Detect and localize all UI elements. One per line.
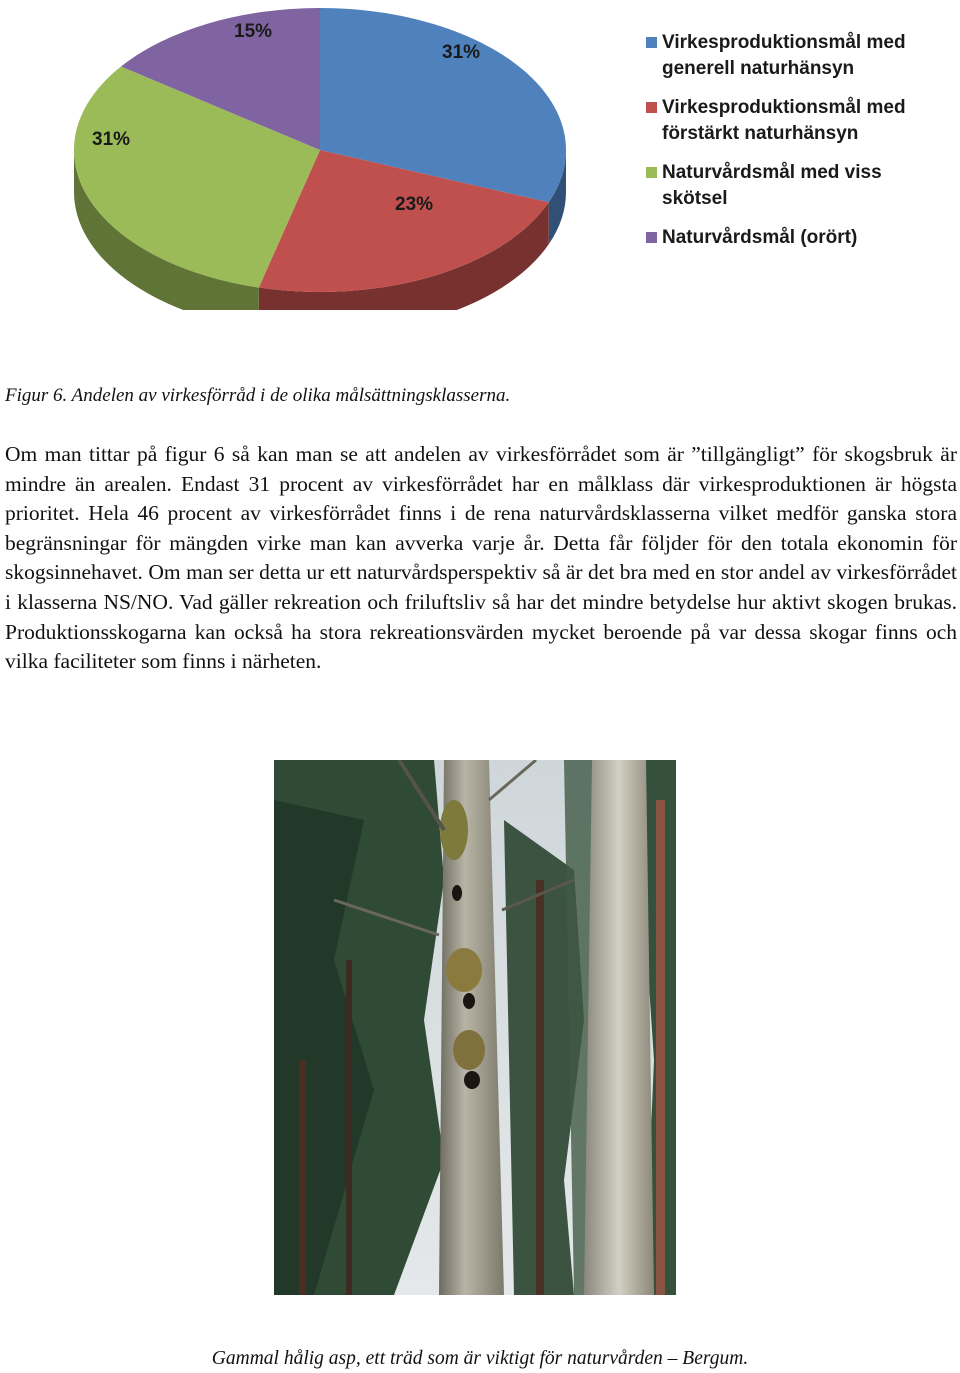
legend-label: Naturvårdsmål (orört) [662,227,858,248]
legend-label: Virkesproduktionsmål med förstärkt naturhänsyn [662,97,906,144]
body-paragraph: Om man tittar på figur 6 så kan man se att andelen av virkesförrådet som är ”tillgängligt” för skogsbruk är mindre än arealen. Endast 31 procent av virkesförrådet har en målklass där virkesproduktionen är högsta prioritet. Hela 46 procent av virkesförrådet finns i de rena naturvårdsklasserna vilket medför ganska stora begränsningar för mängden virke man kan avverka varje år. Detta får följder för den totala ekonomin för skogsinnehavet. Om man ser detta ur ett naturvårdsperspektiv så är det bra med en stor andel av virkesförrådet i klasserna NS/NO. Vad gäller rekreation och friluftsliv så har det mindre betydelse hur aktivt skogen brukas. Produktionsskogarna kan också ha stora rekreationsvärden mycket beroende på var dessa skogar finns och vilka faciliteter som finns i närheten. [5,442,957,674]
legend-swatch [646,37,657,48]
legend-swatch [646,167,657,178]
pie-label-generell: 31% [442,42,481,63]
figure-caption: Figur 6. Andelen av virkesförråd i de olika målsättningsklasserna. [5,385,511,406]
pie-top [74,8,566,292]
photo-caption: Gammal hålig asp, ett träd som är viktigt för naturvården – Bergum. [211,1348,749,1369]
legend-swatch [646,102,657,113]
pie-chart [60,0,580,310]
pie-label-orort: 15% [234,21,273,42]
pie-label-forstarkt: 23% [395,194,434,215]
forest-photo-drawing [274,760,676,1295]
pie-label-viss-skotsel: 31% [92,129,131,150]
forest-photo [274,760,676,1295]
legend-label: Virkesproduktionsmål med generell naturhänsyn [662,32,906,79]
legend-label: Naturvårdsmål med viss skötsel [662,162,882,209]
legend-swatch [646,232,657,243]
